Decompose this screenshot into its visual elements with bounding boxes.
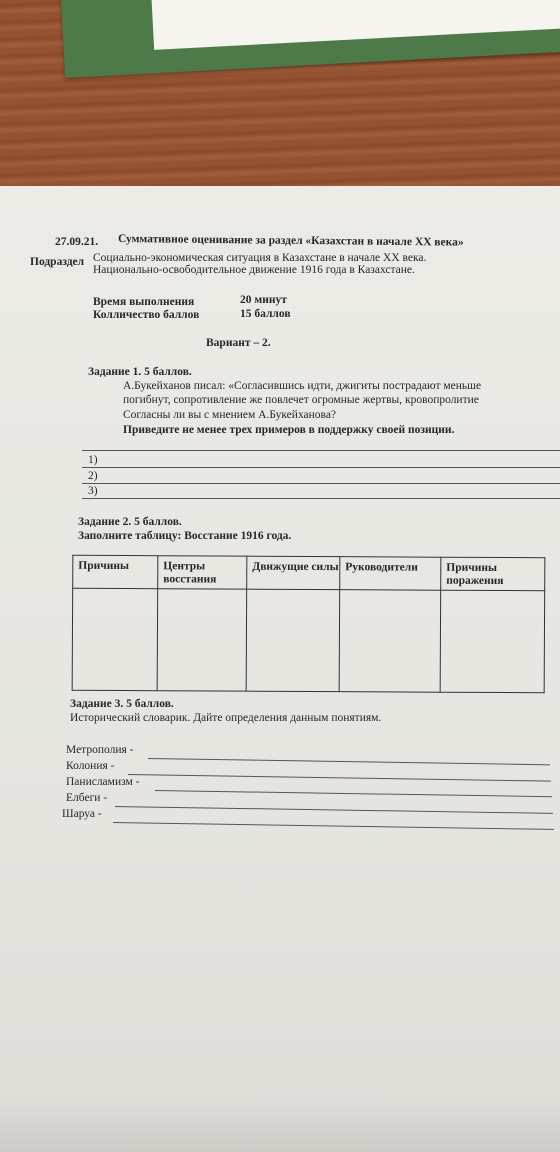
date: 27.09.21. — [55, 236, 99, 248]
term-5: Шаруа - — [62, 808, 102, 820]
task3-heading: Задание 3. 5 баллов. — [70, 698, 174, 710]
subsection-line-2: Национально-освободительное движение 1916 года в Казахстане. — [93, 264, 415, 276]
col-header-causes: Причины — [73, 555, 158, 588]
answer-label-1: 1) — [88, 454, 98, 466]
time-value: 20 минут — [240, 294, 287, 306]
task1-line-2: погибнут, сопротивление же повлечет огромные жертвы, кровопролитие — [123, 394, 479, 406]
task1-line-3: Согласны ли вы с мнением А.Букейханова? — [123, 409, 337, 421]
table-cell[interactable] — [339, 590, 441, 693]
answer-line-0 — [82, 450, 560, 451]
page-title: Суммативное оценивание за раздел «Казахстан в начале XX века» — [117, 233, 464, 249]
time-label: Время выполнения — [93, 296, 195, 308]
answer-line-1[interactable] — [82, 467, 560, 468]
subsection-line-1: Социально-экономическая ситуация в Казахстане в начале XX века. — [93, 252, 427, 264]
subsection-label: Подраздел — [30, 256, 85, 268]
term-4: Елбеги - — [66, 792, 108, 804]
task2-instruction: Заполните таблицу: Восстание 1916 года. — [78, 530, 292, 542]
answer-label-2: 2) — [88, 470, 98, 482]
col-header-centers: Центры восстания — [158, 556, 247, 589]
uprising-table — [72, 555, 546, 693]
col-header-defeat: Причины поражения — [441, 557, 545, 591]
answer-line-3[interactable] — [82, 498, 560, 499]
table-cell[interactable] — [440, 590, 545, 693]
answer-line-2[interactable] — [82, 483, 560, 484]
points-value: 15 баллов — [240, 308, 291, 320]
table-cell[interactable] — [157, 589, 247, 691]
task1-instruction: Приведите не менее трех примеров в поддержку своей позиции. — [123, 424, 455, 436]
task3-instruction: Исторический словарик. Дайте определения данным понятиям. — [70, 712, 382, 724]
term-3: Панисламизм - — [66, 776, 140, 788]
variant-label: Вариант – 2. — [206, 337, 271, 349]
page-bottom-shade — [0, 1100, 560, 1152]
col-header-leaders: Руководители — [340, 557, 441, 591]
task1-line-1: А.Букейханов писал: «Согласившись идти, джигиты пострадают меньше — [123, 380, 482, 392]
task2-heading: Задание 2. 5 баллов. — [78, 516, 182, 528]
task1-heading: Задание 1. 5 баллов. — [88, 366, 192, 378]
points-label: Колличество баллов — [93, 309, 200, 321]
answer-label-3: 3) — [88, 485, 98, 497]
table-cell[interactable] — [246, 589, 340, 691]
term-1: Метрополия - — [66, 744, 134, 756]
term-2: Колония - — [66, 760, 115, 772]
col-header-forces: Движущие силы — [247, 556, 340, 589]
table-cell[interactable] — [72, 588, 158, 690]
